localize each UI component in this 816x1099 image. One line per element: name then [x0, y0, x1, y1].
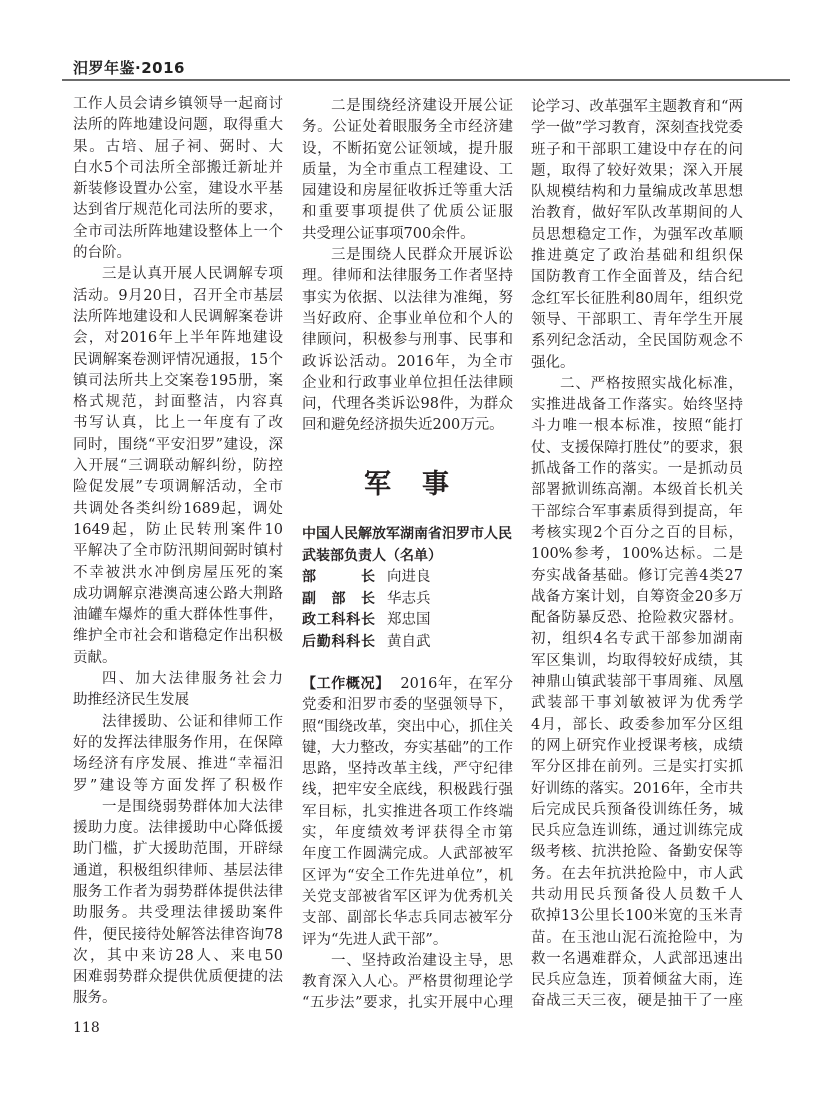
text-line: 民兵应急连训练，通过训练完成 — [531, 823, 743, 840]
text-line: 4月，部长、政委参加军分区组 — [531, 716, 743, 733]
text-line: 格式规范，封面整洁，内容真 — [73, 394, 283, 411]
page-number: 118 — [73, 1020, 100, 1036]
text-line: 念红军长征胜利80周年，组织党 — [531, 290, 743, 307]
text-line: 场经济有序发展、推进“幸福汨 — [73, 756, 283, 773]
text-line: 领导、干部职工、青年学生开展 — [531, 311, 743, 328]
paragraph — [302, 245, 513, 437]
paragraph — [302, 96, 513, 245]
text-line: 工作人员会请乡镇领导一起商讨 — [73, 96, 283, 112]
text-line: 党委和汨罗市委的坚强领导下， — [302, 697, 513, 714]
overview-label: 【工作概况】 — [302, 676, 390, 692]
text-line: 系列纪念活动，全民国防观念不 — [531, 333, 743, 350]
text-line: 队规模结构和力量编成改革思想 — [531, 184, 743, 201]
text-line: 好训练的落实。2016年，全市共 — [531, 780, 743, 797]
text-line: 武装部干事刘敏被评为优秀学 — [531, 695, 743, 712]
text-line: 支部、副部长华志兵同志被军分 — [302, 910, 513, 927]
text-line: 理。律师和法律服务工作者坚持 — [302, 268, 513, 285]
text-line: 民调解案卷测评情况通报，15个 — [73, 351, 283, 368]
leadership-roster — [302, 523, 513, 653]
text-line: 书写认真，比上一年度有了改 — [73, 415, 283, 432]
text-line: 论学习、改革强军主题教育和“两 — [531, 99, 743, 115]
roster-position: 副部长 — [302, 590, 375, 607]
text-line: 一、坚持政治建设主导，思 — [331, 952, 513, 969]
text-line: 三是围绕人民群众开展诉讼 — [331, 247, 513, 264]
text-line: 险促发展”专项调解活动，全市 — [73, 479, 283, 496]
text-line: 当好政府、企事业单位和个人的 — [302, 310, 513, 327]
text-line: 1649起，防止民转刑案件10 — [73, 521, 283, 538]
roster-person-name: 黄自武 — [387, 633, 431, 650]
text-line: 二是围绕经济建设开展公证 — [331, 98, 513, 114]
text-line: 实，年度绩效考评获得全市第 — [302, 825, 513, 842]
column-2-legal-services — [302, 96, 513, 437]
text-line: 活动。9月20日，召开全市基层 — [73, 287, 283, 304]
text-line: 砍掉13公里长100米宽的玉米青 — [531, 908, 743, 925]
text-line: 援助力度。法律援助中心降低援 — [73, 820, 283, 837]
roster-position: 后勤科科长 — [302, 633, 375, 650]
text-line: 线，把牢安全底线，积极践行强 — [302, 782, 513, 799]
text-line: 共受理公证事项700余件。 — [302, 225, 475, 242]
text-line: 仗、支援保障打胜仗”的要求，狠 — [531, 439, 743, 456]
text-line: 干部综合军事素质得到提高，年 — [531, 503, 743, 520]
paragraph — [73, 264, 283, 669]
text-line: 学一做”学习教育，深刻查找党委 — [531, 120, 743, 137]
paragraph — [531, 97, 743, 374]
text-line: 班子和干部职工建设中存在的问 — [531, 141, 743, 158]
roster-row — [302, 610, 513, 632]
text-line: 员思想稳定工作，为强军改革顺 — [531, 226, 743, 243]
roster-person-name: 华志兵 — [387, 590, 431, 607]
text-line: 国防教育工作全面普及，结合纪 — [531, 269, 743, 286]
text-line: 题，取得了较好效果；深入开展 — [531, 162, 743, 179]
text-line: 件，便民接待处解答法律咨询78 — [73, 926, 283, 943]
text-line: 一是围绕弱势群体加大法律 — [102, 798, 283, 815]
text-line: 维护全市社会和谐稳定作出积极 — [73, 628, 283, 645]
text-line: 思路，坚持改革主线，严守纪律 — [302, 761, 513, 778]
work-overview — [302, 674, 513, 1015]
roster-row — [302, 632, 513, 654]
text-line: 法律援助、公证和律师工作 — [102, 713, 283, 730]
roster-row — [302, 589, 513, 611]
text-line: 达到省厅规范化司法所的要求， — [73, 202, 283, 219]
overview-first-line — [302, 674, 513, 695]
overview-first-text: 2016年，在军分 — [400, 676, 513, 692]
roster-position: 部长 — [302, 569, 375, 585]
text-line: 初，组织4名专武干部参加湖南 — [531, 631, 743, 648]
text-line: 成功调解京港澳高速公路大荆路 — [73, 585, 283, 602]
text-line: 后完成民兵预备役训练任务，城 — [531, 801, 743, 818]
text-line: 治教育，做好军队改革期间的人 — [531, 205, 743, 222]
text-line: 务。公证处着眼服务全市经济建 — [302, 119, 513, 136]
paragraph — [302, 951, 513, 1015]
text-line: 军区集训，均取得较好成绩，其 — [531, 652, 743, 669]
column-3 — [531, 97, 743, 1013]
text-line: 同时，围绕“平安汨罗”建设，深 — [73, 436, 283, 453]
text-line: 抓战备工作的落实。一是抓动员 — [531, 461, 743, 478]
paragraph — [531, 374, 743, 1013]
text-line: 共动用民兵预备役人员数千人 — [531, 886, 743, 903]
text-line: 务。在去年抗洪抢险中，市人武 — [531, 865, 743, 882]
text-line: 通道，积极组织律师、基层法律 — [73, 862, 283, 879]
text-line: 区评为“安全工作先进单位”，机 — [302, 867, 513, 884]
text-line: 部署掀训练高潮。本级首长机关 — [531, 482, 743, 499]
text-line: 果。古培、屈子祠、弼时、大 — [73, 138, 283, 155]
text-line: 教育深入人心。严格贯彻理论学 — [302, 974, 513, 991]
text-line: 军分区排在前列。三是实打实抓 — [531, 759, 743, 776]
header-rule — [62, 79, 790, 81]
roster-row — [302, 567, 513, 589]
text-line: 年度工作圆满完成。人武部被军 — [302, 846, 513, 863]
text-line: 好的发挥法律服务作用，在保障 — [73, 734, 283, 751]
text-line: 级考核、抗洪抢险、备勤安保等 — [531, 844, 743, 861]
text-line: 服务。 — [73, 990, 117, 1007]
roster-title-line: 中国人民解放军湖南省汨罗市人民 — [302, 526, 512, 542]
text-line: 次，其中来访28人、来电50 — [73, 947, 283, 964]
text-line: 的网上研究作业授课考核，成绩 — [531, 737, 743, 754]
text-line: 照“围绕改革，突出中心，抓住关 — [302, 718, 513, 735]
text-line: 全市司法所阵地建设整体上一个 — [73, 223, 283, 240]
text-line: “五步法”要求，扎实开展中心理 — [302, 995, 513, 1012]
paragraph — [302, 695, 513, 951]
text-line: 关党支部被省军区评为优秀机关 — [302, 888, 513, 905]
paragraph — [73, 712, 283, 797]
overview-body — [302, 695, 513, 1014]
text-line: 三是认真开展人民调解专项 — [102, 266, 283, 283]
text-line: 神鼎山镇武装部干事周雍、凤凰 — [531, 674, 743, 691]
text-line: 法所的阵地建设问题，取得重大 — [73, 117, 283, 134]
text-line: 推进奠定了政治基础和组织保 — [531, 248, 743, 265]
text-line: 新装修设置办公室，建设水平基 — [73, 181, 283, 198]
text-line: 助门槛，扩大援助范围，开辟绿 — [73, 841, 283, 858]
text-line: 斗力唯一根本标准，按照“能打 — [531, 418, 743, 435]
text-line: 救一名遇难群众，人武部迅速出 — [531, 950, 743, 967]
text-line: 军目标，扎实推进各项工作终端 — [302, 803, 513, 820]
text-line: 实推进战备工作落实。始终坚持 — [531, 397, 743, 414]
text-line: 设，不断拓宽公证领域，提升服 — [302, 140, 513, 157]
text-line: 键，大力整改，夯实基础”的工作 — [302, 739, 513, 756]
text-line: 镇司法所共上交案卷195册，案 — [73, 372, 283, 389]
text-line: 100%参考，100%达标。二是 — [531, 546, 743, 563]
text-line: 强化。 — [531, 354, 575, 371]
running-header: 汨罗年鉴·2016 — [73, 59, 185, 77]
text-line: 油罐车爆炸的重大群体性事件， — [73, 607, 283, 624]
text-line: 考核实现2个百分之百的目标， — [531, 524, 743, 541]
text-line: 服务工作者为弱势群体提供法律 — [73, 883, 283, 900]
text-line: 律顾问，积极参与刑事、民事和 — [302, 332, 513, 349]
text-line: 罗”建设等方面发挥了积极作 — [73, 777, 283, 794]
text-line: 战备方案计划，自筹资金20多万 — [531, 588, 743, 605]
text-line: 四、加大法律服务社会力 — [102, 671, 283, 688]
text-line: 评为“先进人武干部”。 — [302, 931, 448, 948]
paragraph — [73, 669, 283, 712]
text-line: 助服务。共受理法律援助案件 — [73, 905, 283, 922]
text-line: 助推经济民生发展 — [73, 692, 189, 709]
roster-position: 政工科科长 — [302, 612, 375, 628]
roster-title-line: 武装部负责人（名单） — [302, 548, 442, 564]
text-line: 回和避免经济损失近200万元。 — [302, 417, 504, 434]
roster-person-name: 向进良 — [387, 569, 431, 585]
text-line: 共调处各类纠纷1689起，调处 — [73, 500, 283, 517]
text-line: 配备防暴反恐、抢险救灾器材。 — [531, 610, 743, 627]
text-line: 苗。在玉池山泥石流抢险中，为 — [531, 929, 743, 946]
text-line: 企业和行政事业单位担任法律顾 — [302, 374, 513, 391]
text-line: 奋战三天三夜，硬是抽干了一座 — [531, 993, 743, 1010]
text-line: 困难弱势群众提供优质便捷的法 — [73, 969, 283, 986]
paragraph — [73, 94, 283, 264]
text-line: 政诉讼活动。2016年，为全市 — [302, 353, 513, 370]
text-line: 贡献。 — [73, 649, 117, 666]
text-line: 会，对2016年上半年阵地建设 — [73, 330, 283, 347]
text-line: 不幸被洪水冲倒房屋压死的案 — [73, 564, 283, 581]
text-line: 民兵应急连，顶着倾盆大雨，连 — [531, 972, 743, 989]
text-line: 入开展“三调联动解纠纷，防控 — [73, 458, 283, 475]
text-line: 法所阵地建设和人民调解案卷讲 — [73, 308, 283, 325]
text-line: 平解决了全市防汛期间弼时镇村 — [73, 543, 283, 560]
text-line: 质量，为全市重点工程建设、工 — [302, 161, 513, 178]
text-line: 二、严格按照实战化标准， — [560, 375, 743, 392]
text-line: 问，代理各类诉讼98件，为群众 — [302, 396, 513, 413]
section-heading-military: 军 事 — [364, 469, 451, 500]
text-line: 园建设和房屋征收拆迁等重大活 — [302, 183, 513, 200]
text-line: 和重要事项提供了优质公证服 — [302, 204, 513, 221]
text-line: 夯实战备基础。修订完善4类27 — [531, 567, 743, 584]
text-line: 事实为依据、以法律为准绳，努 — [302, 289, 513, 306]
text-line: 的台阶。 — [73, 245, 131, 262]
column-1 — [73, 94, 283, 1010]
text-line: 白水5个司法所全部搬迁新址并 — [73, 159, 283, 176]
roster-person-name: 郑忠国 — [387, 612, 431, 628]
paragraph — [73, 797, 283, 1010]
